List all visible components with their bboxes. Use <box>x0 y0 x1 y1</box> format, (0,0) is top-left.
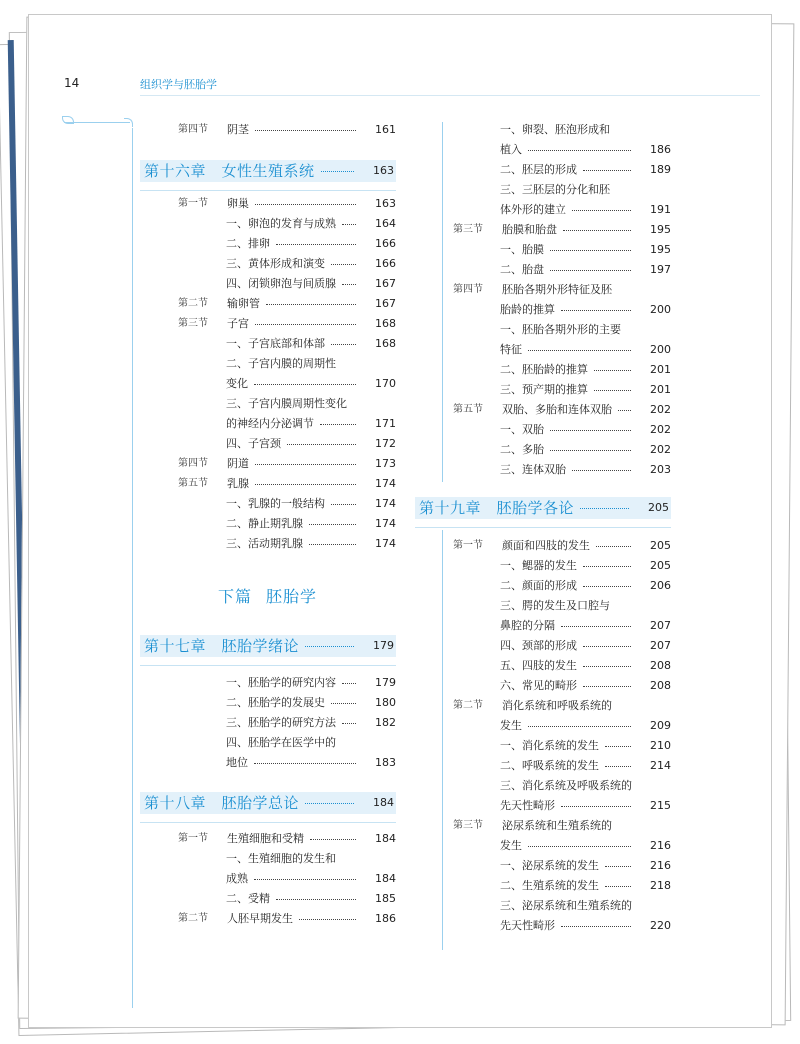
page-ref: 186 <box>650 143 671 156</box>
dot-leader <box>605 766 631 767</box>
toc-entry[interactable] <box>453 597 671 615</box>
subsection-title: 一、子宫底部和体部 <box>226 337 325 350</box>
subsection-title: 一、鳃器的发生 <box>500 559 577 572</box>
page-ref: 174 <box>375 477 396 490</box>
page-ref: 161 <box>375 123 396 136</box>
section-title: 阴道 <box>227 457 249 470</box>
chapter-heading[interactable] <box>140 792 396 814</box>
toc-entry[interactable] <box>453 441 671 459</box>
dot-leader <box>342 683 356 684</box>
toc-entry[interactable] <box>178 435 396 453</box>
section-label: 第三节 <box>453 224 483 235</box>
section-title: 胎膜和胎盘 <box>502 223 557 236</box>
subsection-title: 胎龄的推算 <box>500 303 555 316</box>
dot-leader <box>572 210 631 211</box>
subsection-title: 变化 <box>226 377 248 390</box>
page-ref: 167 <box>375 297 396 310</box>
subsection-title: 地位 <box>226 756 248 769</box>
dot-leader <box>331 264 356 265</box>
subsection-title: 一、胎膜 <box>500 243 544 256</box>
toc-entry[interactable] <box>178 215 396 233</box>
margin-rail <box>132 128 133 1008</box>
page-ref: 174 <box>375 537 396 550</box>
toc-entry[interactable] <box>453 617 671 635</box>
dot-leader <box>254 384 356 385</box>
toc-entry[interactable] <box>178 255 396 273</box>
page-ref: 163 <box>375 197 396 210</box>
page-ref: 195 <box>650 243 671 256</box>
section-title: 卵巢 <box>227 197 249 210</box>
dot-leader <box>583 566 631 567</box>
subsection-title: 三、腭的发生及口腔与 <box>500 599 610 612</box>
toc-entry[interactable] <box>453 321 671 339</box>
subsection-title: 发生 <box>500 719 522 732</box>
chapter-rule <box>140 822 396 823</box>
toc-entry[interactable] <box>453 301 671 319</box>
page-ref: 208 <box>650 659 671 672</box>
subsection-title: 三、活动期乳腺 <box>226 537 303 550</box>
section-title: 泌尿系统和生殖系统的 <box>502 819 612 832</box>
dot-leader <box>561 926 631 927</box>
subsection-title: 一、消化系统的发生 <box>500 739 599 752</box>
dot-leader <box>255 130 356 131</box>
dot-leader <box>583 586 631 587</box>
page-ref: 202 <box>650 403 671 416</box>
dot-leader <box>580 508 629 509</box>
subsection-title: 二、多胎 <box>500 443 544 456</box>
page-ref: 180 <box>375 696 396 709</box>
toc-entry[interactable] <box>178 275 396 293</box>
dot-leader <box>561 310 631 311</box>
toc-entry[interactable] <box>178 355 396 373</box>
dot-leader <box>528 150 631 151</box>
column-rule <box>442 530 443 950</box>
dot-leader <box>550 430 631 431</box>
section-label: 第二节 <box>453 700 483 711</box>
page-ref: 174 <box>375 497 396 510</box>
toc-entry[interactable] <box>453 657 671 675</box>
page-ref: 171 <box>375 417 396 430</box>
section-label: 第三节 <box>453 820 483 831</box>
page-ref: 207 <box>650 639 671 652</box>
dot-leader <box>331 703 356 704</box>
dot-leader <box>583 666 631 667</box>
page-ref: 168 <box>375 317 396 330</box>
toc-entry[interactable] <box>453 557 671 575</box>
section-title: 阴茎 <box>227 123 249 136</box>
toc-entry[interactable] <box>178 535 396 553</box>
part-title: 胚胎学 <box>266 587 318 606</box>
toc-entry[interactable] <box>453 757 671 775</box>
section-title: 颜面和四肢的发生 <box>502 539 590 552</box>
subsection-title: 二、受精 <box>226 892 270 905</box>
dot-leader <box>321 171 354 172</box>
toc-entry[interactable] <box>453 777 671 795</box>
page-ref: 189 <box>650 163 671 176</box>
subsection-title: 二、排卵 <box>226 237 270 250</box>
toc-entry[interactable] <box>453 361 671 379</box>
toc-entry[interactable] <box>178 315 396 333</box>
toc-entry[interactable] <box>453 421 671 439</box>
toc-entry[interactable] <box>453 161 671 179</box>
subsection-title: 三、消化系统及呼吸系统的 <box>500 779 632 792</box>
dot-leader <box>583 686 631 687</box>
toc-entry[interactable] <box>453 537 671 555</box>
subsection-title: 二、胎盘 <box>500 263 544 276</box>
subsection-title: 二、胚胎龄的推算 <box>500 363 588 376</box>
dot-leader <box>605 886 631 887</box>
page-ref: 203 <box>650 463 671 476</box>
subsection-title: 三、子宫内膜周期性变化 <box>226 397 347 410</box>
dot-leader <box>254 879 356 880</box>
toc-entry[interactable] <box>178 754 396 772</box>
subsection-title: 一、生殖细胞的发生和 <box>226 852 336 865</box>
section-label: 第一节 <box>178 198 208 209</box>
toc-entry[interactable] <box>453 857 671 875</box>
dot-leader <box>583 170 631 171</box>
dot-leader <box>255 484 356 485</box>
toc-entry[interactable] <box>178 375 396 393</box>
section-label: 第三节 <box>178 318 208 329</box>
dot-leader <box>266 304 356 305</box>
section-label: 第四节 <box>453 284 483 295</box>
toc-entry[interactable] <box>453 717 671 735</box>
dot-leader <box>550 450 631 451</box>
subsection-title: 成熟 <box>226 872 248 885</box>
subsection-title: 鼻腔的分隔 <box>500 619 555 632</box>
toc-entry[interactable] <box>453 381 671 399</box>
toc-entry[interactable] <box>178 694 396 712</box>
dot-leader <box>309 544 356 545</box>
page-ref: 205 <box>650 559 671 572</box>
toc-entry[interactable] <box>453 141 671 159</box>
toc-entry[interactable] <box>453 637 671 655</box>
page-ref: 209 <box>650 719 671 732</box>
toc-entry[interactable] <box>453 461 671 479</box>
subsection-title: 体外形的建立 <box>500 203 566 216</box>
toc-entry[interactable] <box>453 401 671 419</box>
subsection-title: 二、生殖系统的发生 <box>500 879 599 892</box>
margin-rail-corner <box>124 118 133 127</box>
chapter-heading[interactable] <box>140 635 396 657</box>
toc-entry[interactable] <box>453 897 671 915</box>
page-ref: 173 <box>375 457 396 470</box>
page-ref: 214 <box>650 759 671 772</box>
subsection-title: 四、子宫颈 <box>226 437 281 450</box>
section-label: 第五节 <box>178 478 208 489</box>
dot-leader <box>561 806 631 807</box>
page-ref: 201 <box>650 383 671 396</box>
subsection-title: 先天性畸形 <box>500 919 555 932</box>
dot-leader <box>583 646 631 647</box>
page-ref: 168 <box>375 337 396 350</box>
dot-leader <box>276 244 356 245</box>
page-ref: 197 <box>650 263 671 276</box>
section-label: 第一节 <box>178 833 208 844</box>
subsection-title: 二、呼吸系统的发生 <box>500 759 599 772</box>
page-ref: 210 <box>650 739 671 752</box>
toc-entry[interactable] <box>178 890 396 908</box>
subsection-title: 的神经内分泌调节 <box>226 417 314 430</box>
subsection-title: 一、双胎 <box>500 423 544 436</box>
chapter-heading[interactable] <box>140 160 396 182</box>
section-title: 消化系统和呼吸系统的 <box>502 699 612 712</box>
toc-entry[interactable] <box>453 697 671 715</box>
dot-leader <box>594 390 631 391</box>
subsection-title: 四、颈部的形成 <box>500 639 577 652</box>
subsection-title: 三、三胚层的分化和胚 <box>500 183 610 196</box>
subsection-title: 二、子宫内膜的周期性 <box>226 357 336 370</box>
dot-leader <box>528 350 631 351</box>
toc-entry[interactable] <box>453 577 671 595</box>
toc-entry[interactable] <box>453 181 671 199</box>
toc-entry[interactable] <box>178 395 396 413</box>
toc-entry[interactable] <box>178 475 396 493</box>
subsection-title: 一、卵泡的发育与成熟 <box>226 217 336 230</box>
page-ref: 202 <box>650 423 671 436</box>
dot-leader <box>255 464 356 465</box>
toc-entry[interactable] <box>178 515 396 533</box>
toc-entry[interactable] <box>453 261 671 279</box>
dot-leader <box>287 444 356 445</box>
dot-leader <box>561 626 631 627</box>
page-ref: 216 <box>650 859 671 872</box>
page-ref: 191 <box>650 203 671 216</box>
page-ref: 172 <box>375 437 396 450</box>
toc-entry[interactable] <box>178 415 396 433</box>
subsection-title: 一、胚胎学的研究内容 <box>226 676 336 689</box>
dot-leader <box>342 723 356 724</box>
chapter-title: 第十八章 胚胎学总论 <box>144 794 300 812</box>
subsection-title: 先天性畸形 <box>500 799 555 812</box>
subsection-title: 一、胚胎各期外形的主要 <box>500 323 621 336</box>
section-title: 双胎、多胎和连体双胎 <box>502 403 612 416</box>
toc-entry[interactable] <box>453 837 671 855</box>
page-ref: 166 <box>375 237 396 250</box>
dot-leader <box>331 504 356 505</box>
subsection-title: 一、卵裂、胚泡形成和 <box>500 123 610 136</box>
dot-leader <box>276 899 356 900</box>
dot-leader <box>331 344 356 345</box>
toc-entry[interactable] <box>178 830 396 848</box>
page-ref: 166 <box>375 257 396 270</box>
page-ref: 184 <box>375 872 396 885</box>
toc-entry[interactable] <box>453 877 671 895</box>
dot-leader <box>594 370 631 371</box>
toc-entry[interactable] <box>453 241 671 259</box>
subsection-title: 三、泌尿系统和生殖系统的 <box>500 899 632 912</box>
toc-entry[interactable] <box>178 235 396 253</box>
toc-entry[interactable] <box>453 737 671 755</box>
page-ref: 205 <box>648 501 669 514</box>
dot-leader <box>255 324 356 325</box>
toc-entry[interactable] <box>178 495 396 513</box>
section-label: 第一节 <box>453 540 483 551</box>
section-title: 子宫 <box>227 317 249 330</box>
subsection-title: 一、乳腺的一般结构 <box>226 497 325 510</box>
subsection-title: 二、胚胎学的发展史 <box>226 696 325 709</box>
page-ref: 220 <box>650 919 671 932</box>
page-ref: 218 <box>650 879 671 892</box>
section-label: 第四节 <box>178 124 208 135</box>
page-ref: 185 <box>375 892 396 905</box>
toc-entry[interactable] <box>453 817 671 835</box>
dot-leader <box>605 866 631 867</box>
subsection-title: 三、胚胎学的研究方法 <box>226 716 336 729</box>
toc-entry[interactable] <box>178 195 396 213</box>
subsection-title: 一、泌尿系统的发生 <box>500 859 599 872</box>
section-label: 第二节 <box>178 298 208 309</box>
section-title: 输卵管 <box>227 297 260 310</box>
toc-entry[interactable] <box>178 335 396 353</box>
dot-leader <box>528 726 631 727</box>
subsection-title: 四、闭锁卵泡与间质腺 <box>226 277 336 290</box>
page-ref: 200 <box>650 303 671 316</box>
toc-entry[interactable] <box>178 850 396 868</box>
page-ref: 182 <box>375 716 396 729</box>
toc-entry[interactable] <box>453 797 671 815</box>
subsection-title: 二、静止期乳腺 <box>226 517 303 530</box>
toc-entry[interactable] <box>453 917 671 935</box>
toc-entry[interactable] <box>453 281 671 299</box>
section-label: 第二节 <box>178 913 208 924</box>
subsection-title: 特征 <box>500 343 522 356</box>
toc-entry[interactable] <box>178 121 396 139</box>
page-ref: 184 <box>375 832 396 845</box>
page-ref: 186 <box>375 912 396 925</box>
dot-leader <box>596 546 631 547</box>
dot-leader <box>342 224 356 225</box>
section-label: 第五节 <box>453 404 483 415</box>
subsection-title: 植入 <box>500 143 522 156</box>
margin-rail <box>64 122 130 123</box>
subsection-title: 四、胚胎学在医学中的 <box>226 736 336 749</box>
header-rule <box>140 95 760 96</box>
dot-leader <box>310 839 356 840</box>
toc-entry[interactable] <box>178 455 396 473</box>
page-ref: 207 <box>650 619 671 632</box>
chapter-title: 第十九章 胚胎学各论 <box>419 499 575 517</box>
page-ref: 179 <box>373 639 394 652</box>
section-title: 乳腺 <box>227 477 249 490</box>
page-ref: 216 <box>650 839 671 852</box>
subsection-title: 发生 <box>500 839 522 852</box>
toc-entry[interactable] <box>178 734 396 752</box>
chapter-title: 第十七章 胚胎学绪论 <box>144 637 300 655</box>
subsection-title: 三、黄体形成和演变 <box>226 257 325 270</box>
section-title: 胚胎各期外形特征及胚 <box>502 283 612 296</box>
page-ref: 202 <box>650 443 671 456</box>
subsection-title: 三、连体双胎 <box>500 463 566 476</box>
dot-leader <box>254 763 356 764</box>
toc-entry[interactable] <box>178 295 396 313</box>
section-title: 人胚早期发生 <box>227 912 293 925</box>
book-title: 组织学与胚胎学 <box>140 78 217 91</box>
dot-leader <box>528 846 631 847</box>
page-ref: 201 <box>650 363 671 376</box>
page-ref: 184 <box>373 796 394 809</box>
toc-entry[interactable] <box>178 674 396 692</box>
dot-leader <box>320 424 356 425</box>
subsection-title: 六、常见的畸形 <box>500 679 577 692</box>
page-ref: 164 <box>375 217 396 230</box>
dot-leader <box>605 746 631 747</box>
section-label: 第四节 <box>178 458 208 469</box>
chapter-rule <box>140 665 396 666</box>
page-ref: 206 <box>650 579 671 592</box>
toc-entry[interactable] <box>178 910 396 928</box>
page-ref: 200 <box>650 343 671 356</box>
page-ref: 208 <box>650 679 671 692</box>
page-ref: 205 <box>650 539 671 552</box>
dot-leader <box>305 646 354 647</box>
page-ref: 215 <box>650 799 671 812</box>
dot-leader <box>572 470 631 471</box>
page-number: 14 <box>64 76 80 90</box>
page-ref: 183 <box>375 756 396 769</box>
column-rule <box>442 122 443 482</box>
part-heading <box>218 584 331 607</box>
page-ref: 179 <box>375 676 396 689</box>
page-ref: 167 <box>375 277 396 290</box>
dot-leader <box>550 270 631 271</box>
dot-leader <box>309 524 356 525</box>
chapter-heading[interactable] <box>415 497 671 519</box>
toc-entry[interactable] <box>453 221 671 239</box>
dot-leader <box>299 919 356 920</box>
dot-leader <box>550 250 631 251</box>
subsection-title: 二、颜面的形成 <box>500 579 577 592</box>
page-ref: 195 <box>650 223 671 236</box>
toc-entry[interactable] <box>453 201 671 219</box>
dot-leader <box>255 204 356 205</box>
part-label: 下篇 <box>218 587 253 606</box>
toc-entry[interactable] <box>453 341 671 359</box>
subsection-title: 三、预产期的推算 <box>500 383 588 396</box>
subsection-title: 二、胚层的形成 <box>500 163 577 176</box>
subsection-title: 五、四肢的发生 <box>500 659 577 672</box>
page-ref: 170 <box>375 377 396 390</box>
page-ref: 163 <box>373 164 394 177</box>
section-title: 生殖细胞和受精 <box>227 832 304 845</box>
dot-leader <box>342 284 356 285</box>
toc-entry[interactable] <box>453 677 671 695</box>
dot-leader <box>563 230 631 231</box>
toc-entry[interactable] <box>178 870 396 888</box>
page-ref: 174 <box>375 517 396 530</box>
dot-leader <box>305 803 354 804</box>
toc-entry[interactable] <box>453 121 671 139</box>
toc-entry[interactable] <box>178 714 396 732</box>
chapter-rule <box>140 190 396 191</box>
dot-leader <box>618 410 631 411</box>
chapter-title: 第十六章 女性生殖系统 <box>144 162 315 180</box>
chapter-rule <box>415 527 671 528</box>
